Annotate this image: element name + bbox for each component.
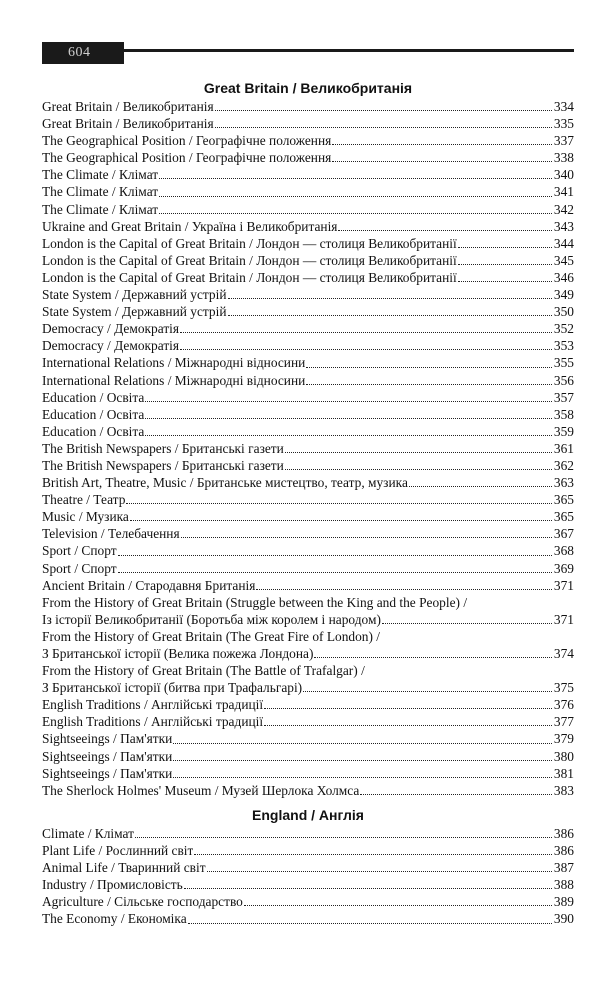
toc-entry[interactable]	[42, 406, 574, 423]
toc-dot-leader	[306, 367, 552, 368]
toc-entry-title: London is the Capital of Great Britain / Лондон — столиця Великобританії	[42, 235, 457, 251]
toc-dot-leader	[173, 760, 552, 761]
toc-entry-line	[42, 440, 574, 457]
toc-entry-title: Great Britain / Великобританія	[42, 116, 214, 132]
toc-entry-title: The Sherlock Holmes' Museum / Музей Шерлока Холмса	[42, 782, 360, 798]
toc-entry-line	[42, 577, 574, 594]
toc-entry-page: 358	[553, 406, 574, 422]
toc-entry-title: Animal Life / Тваринний світ	[42, 860, 206, 876]
toc-dot-leader	[145, 401, 552, 402]
toc-entry-title: International Relations / Міжнародні відносини	[42, 355, 306, 371]
toc-entry-line	[42, 825, 574, 842]
toc-entry[interactable]	[42, 748, 574, 765]
page-header	[42, 42, 574, 64]
toc-entry-page: 374	[553, 646, 574, 661]
toc-dot-leader	[314, 657, 551, 658]
toc-entry-line	[42, 372, 574, 389]
toc-entry-page: 368	[553, 543, 574, 559]
toc-entry-line	[42, 235, 574, 252]
toc-entry[interactable]	[42, 269, 574, 286]
toc-dot-leader	[303, 691, 552, 692]
toc-entry-title: Democracy / Демократія	[42, 321, 180, 337]
toc-entry-page: 389	[553, 894, 574, 910]
toc-dot-leader	[360, 794, 552, 795]
toc-entry-page: 388	[553, 877, 574, 893]
toc-dot-leader	[458, 264, 552, 265]
toc-dot-leader	[244, 905, 552, 906]
toc-entry-page: 363	[553, 475, 574, 491]
toc-entry[interactable]	[42, 560, 574, 577]
toc-entry-title: Television / Телебачення	[42, 526, 180, 542]
toc-entry-line	[42, 337, 574, 354]
toc-entry-page: 386	[553, 843, 574, 859]
toc-entry-title: Sightseeings / Пам'ятки	[42, 731, 173, 747]
header-rule	[124, 49, 574, 52]
toc-entry-line	[42, 354, 574, 371]
toc-entry-line	[42, 218, 574, 235]
toc-entry[interactable]	[42, 474, 574, 491]
toc-dot-leader	[126, 503, 552, 504]
toc-dot-leader	[145, 435, 552, 436]
toc-entry[interactable]	[42, 628, 574, 662]
toc-entry-page: 371	[553, 611, 574, 627]
toc-entry-page: 379	[553, 731, 574, 747]
toc-entry-title: Sightseeings / Пам'ятки	[42, 748, 173, 764]
toc-entry[interactable]	[42, 542, 574, 559]
toc-dot-leader	[130, 520, 552, 521]
toc-entry-line	[42, 730, 574, 747]
toc-entry-line	[42, 149, 574, 166]
toc-entry-line	[42, 491, 574, 508]
toc-entry-title: Great Britain / Великобританія	[42, 99, 214, 114]
toc-entry[interactable]	[42, 730, 574, 747]
toc-entry-line	[42, 859, 574, 876]
toc-entry-line	[42, 423, 574, 440]
toc-entry-line	[42, 320, 574, 337]
toc-entry[interactable]	[42, 662, 574, 696]
toc-entry-page: 369	[553, 560, 574, 576]
toc-entry-page: 390	[553, 911, 574, 927]
toc-entry-title: State System / Державний устрій	[42, 304, 227, 320]
toc-dot-leader	[228, 315, 552, 316]
toc-entry-line	[42, 696, 574, 713]
toc-entry-line	[42, 389, 574, 406]
toc-entry-line	[42, 842, 574, 859]
toc-entry-line	[42, 457, 574, 474]
toc-entry-line	[42, 183, 574, 200]
toc-entry-title: British Art, Theatre, Music / Британське мистецтво, театр, музика	[42, 475, 408, 491]
toc-entry[interactable]	[42, 876, 574, 893]
toc-entry-title: Industry / Промисловість	[42, 877, 183, 893]
section-title-england: England / Англія	[252, 807, 364, 823]
toc-entry[interactable]	[42, 372, 574, 389]
toc-entry[interactable]	[42, 166, 574, 183]
toc-entry-title: Sport / Спорт	[42, 543, 117, 559]
toc-dot-leader	[145, 418, 552, 419]
toc-entry-title: Climate / Клімат	[42, 826, 134, 841]
toc-entry[interactable]	[42, 782, 574, 799]
toc-entry-page: 353	[553, 338, 574, 354]
toc-entry-line	[42, 132, 574, 149]
toc-entry-page: 337	[553, 133, 574, 149]
toc-entry-title: The Geographical Position / Географічне положення	[42, 150, 332, 166]
toc-dot-leader	[184, 888, 552, 889]
toc-dot-leader	[382, 623, 552, 624]
toc-dot-leader	[173, 743, 552, 744]
toc-dot-leader	[194, 854, 552, 855]
toc-entry-page: 344	[553, 235, 574, 251]
toc-entry[interactable]	[42, 252, 574, 269]
toc-dot-leader	[338, 230, 551, 231]
toc-entry[interactable]	[42, 132, 574, 149]
toc-entry[interactable]	[42, 235, 574, 252]
toc-entry[interactable]	[42, 825, 574, 842]
toc-entry-page: 357	[553, 389, 574, 405]
toc-entry-title: English Traditions / Англійські традиції	[42, 714, 264, 730]
toc-dot-leader	[118, 555, 552, 556]
toc-entry[interactable]	[42, 286, 574, 303]
toc-entry[interactable]	[42, 320, 574, 337]
toc-entry-title: The Climate / Клімат	[42, 201, 159, 217]
toc-entry-line	[42, 560, 574, 577]
toc-entry[interactable]	[42, 440, 574, 457]
toc-entry-page: 386	[553, 826, 574, 841]
toc-entry-line	[42, 474, 574, 491]
toc-entry-page: 341	[553, 184, 574, 200]
toc-entry-title: Із історії Великобританії (Боротьба між королем і народом)	[42, 611, 381, 627]
toc-entry[interactable]	[42, 201, 574, 218]
section-title-great-britain: Great Britain / Великобританія	[203, 80, 413, 96]
toc-entry-title: Ancient Britain / Стародавня Британія	[42, 577, 256, 593]
toc-entry-page: 343	[553, 218, 574, 234]
toc-entry-line	[42, 508, 574, 525]
toc-entry[interactable]	[42, 713, 574, 730]
toc-entry-page: 355	[553, 355, 574, 371]
toc-entry-line	[42, 645, 574, 662]
toc-entry-title: Education / Освіта	[42, 423, 145, 439]
toc-entry-line	[42, 406, 574, 423]
toc-entry-line	[42, 115, 574, 132]
toc-entry[interactable]	[42, 893, 574, 910]
toc-entry-title: State System / Державний устрій	[42, 287, 227, 303]
toc-entry-line	[42, 269, 574, 286]
toc-entry-title: Plant Life / Рослинний світ	[42, 843, 194, 859]
toc-entry[interactable]	[42, 765, 574, 782]
toc-entry-page: 352	[553, 321, 574, 337]
toc-entry-title: Theatre / Театр	[42, 492, 126, 508]
toc-entry[interactable]	[42, 859, 574, 876]
toc-entry[interactable]	[42, 696, 574, 713]
toc-dot-leader	[118, 572, 552, 573]
toc-entry-title: The British Newspapers / Британські газети	[42, 440, 284, 456]
toc-dot-leader	[264, 708, 552, 709]
toc-entry-title: English Traditions / Англійські традиції	[42, 697, 264, 713]
toc-dot-leader	[180, 332, 552, 333]
toc-entry[interactable]	[42, 354, 574, 371]
toc-entry-line	[42, 910, 574, 927]
toc-dot-leader	[285, 469, 552, 470]
toc-entry[interactable]	[42, 218, 574, 235]
toc-entry-title: Sport / Спорт	[42, 560, 117, 576]
toc-entry-page: 361	[553, 440, 574, 456]
toc-entry-title: London is the Capital of Great Britain / Лондон — столиця Великобританії	[42, 269, 457, 285]
toc-entry-page: 375	[553, 680, 574, 696]
toc-entry-title: The Climate / Клімат	[42, 184, 159, 200]
toc-entry-line	[42, 713, 574, 730]
toc-entry-page: 346	[553, 269, 574, 285]
toc-entry[interactable]	[42, 457, 574, 474]
toc-entry-page: 345	[553, 252, 574, 268]
toc-entry[interactable]	[42, 149, 574, 166]
toc-entry[interactable]	[42, 842, 574, 859]
toc-entry-line	[42, 748, 574, 765]
toc-entry-page: 342	[553, 201, 574, 217]
toc-entry-page: 380	[553, 748, 574, 764]
toc-entry-title-line1: From the History of Great Britain (Struggle between the King and the People) /	[42, 594, 468, 610]
toc-dot-leader	[409, 486, 552, 487]
toc-entry-line	[42, 525, 574, 542]
toc-entry-page: 334	[553, 99, 574, 114]
toc-entry-page: 356	[553, 372, 574, 388]
toc-entry[interactable]	[42, 389, 574, 406]
toc-list-great-britain	[42, 98, 574, 799]
toc-dot-leader	[256, 589, 552, 590]
toc-dot-leader	[215, 110, 552, 111]
toc-entry-title-line1: From the History of Great Britain (The Great Fire of London) /	[42, 628, 381, 644]
toc-entry-title: Education / Освіта	[42, 389, 145, 405]
toc-dot-leader	[332, 144, 552, 145]
toc-entry-page: 335	[553, 116, 574, 132]
toc-entry-line	[42, 303, 574, 320]
toc-entry-title-line1: From the History of Great Britain (The Battle of Trafalgar) /	[42, 663, 365, 679]
toc-dot-leader	[264, 725, 552, 726]
toc-entry-title: International Relations / Міжнародні відносини	[42, 372, 306, 388]
page-number: 604	[42, 42, 124, 64]
toc-dot-leader	[159, 213, 552, 214]
toc-entry[interactable]	[42, 303, 574, 320]
toc-list-england	[42, 825, 574, 928]
toc-entry-page: 349	[553, 287, 574, 303]
toc-dot-leader	[228, 298, 552, 299]
toc-entry[interactable]	[42, 98, 574, 115]
toc-dot-leader	[207, 871, 552, 872]
toc-dot-leader	[306, 384, 552, 385]
toc-entry-page: 383	[553, 782, 574, 798]
toc-dot-leader	[285, 452, 552, 453]
toc-dot-leader	[332, 161, 552, 162]
toc-entry[interactable]	[42, 594, 574, 628]
toc-entry-title: Agriculture / Сільське господарство	[42, 894, 243, 910]
toc-dot-leader	[215, 127, 552, 128]
toc-entry[interactable]	[42, 183, 574, 200]
toc-entry-title: Ukraine and Great Britain / Україна і Великобританія	[42, 218, 338, 234]
toc-entry-page: 338	[553, 150, 574, 166]
toc-entry-page: 365	[553, 492, 574, 508]
toc-entry-page: 371	[553, 577, 574, 593]
toc-entry-title: З Британської історії (битва при Трафальгарі)	[42, 680, 303, 696]
toc-entry-line	[42, 679, 574, 696]
toc-entry-page: 381	[553, 765, 574, 781]
toc-dot-leader	[458, 247, 552, 248]
toc-entry-line	[42, 876, 574, 893]
toc-entry-page: 362	[553, 457, 574, 473]
toc-entry-line	[42, 782, 574, 799]
toc-entry-page: 350	[553, 304, 574, 320]
toc-entry-title: Sightseeings / Пам'ятки	[42, 765, 173, 781]
toc-entry-line	[42, 166, 574, 183]
toc-entry[interactable]	[42, 577, 574, 594]
toc-entry-page: 365	[553, 509, 574, 525]
toc-entry-page: 376	[553, 697, 574, 713]
toc-entry-line	[42, 252, 574, 269]
toc-dot-leader	[181, 537, 552, 538]
toc-dot-leader	[159, 178, 552, 179]
toc-entry-title: З Британської історії (Велика пожежа Лондона)	[42, 646, 314, 661]
toc-entry-line	[42, 611, 574, 628]
toc-entry-title: Democracy / Демократія	[42, 338, 180, 354]
toc-entry[interactable]	[42, 508, 574, 525]
toc-entry-title: The Geographical Position / Географічне положення	[42, 133, 332, 149]
toc-entry-title: The Climate / Клімат	[42, 167, 159, 183]
toc-entry-line	[42, 201, 574, 218]
toc-dot-leader	[188, 923, 552, 924]
toc-dot-leader	[173, 777, 552, 778]
toc-entry-title: Music / Музика	[42, 509, 129, 525]
toc-entry-line	[42, 542, 574, 559]
toc-entry-title: The Economy / Економіка	[42, 911, 187, 927]
toc-entry-line	[42, 765, 574, 782]
toc-entry-title: London is the Capital of Great Britain / Лондон — столиця Великобританії	[42, 252, 457, 268]
toc-entry[interactable]	[42, 337, 574, 354]
toc-entry[interactable]	[42, 525, 574, 542]
toc-entry-page: 340	[553, 167, 574, 183]
toc-entry-page: 367	[553, 526, 574, 542]
toc-entry-title: Education / Освіта	[42, 406, 145, 422]
toc-entry-page: 377	[553, 714, 574, 730]
toc-entry-line	[42, 893, 574, 910]
toc-dot-leader	[159, 196, 552, 197]
toc-entry-title: The British Newspapers / Британські газети	[42, 457, 284, 473]
toc-entry[interactable]	[42, 423, 574, 440]
toc-entry-page: 359	[553, 423, 574, 439]
toc-entry-page: 387	[553, 860, 574, 876]
toc-entry[interactable]	[42, 115, 574, 132]
toc-dot-leader	[458, 281, 552, 282]
toc-entry[interactable]	[42, 910, 574, 927]
toc-dot-leader	[180, 349, 552, 350]
toc-dot-leader	[135, 837, 552, 838]
toc-entry[interactable]	[42, 491, 574, 508]
toc-entry-line	[42, 286, 574, 303]
toc-entry-line	[42, 98, 574, 115]
